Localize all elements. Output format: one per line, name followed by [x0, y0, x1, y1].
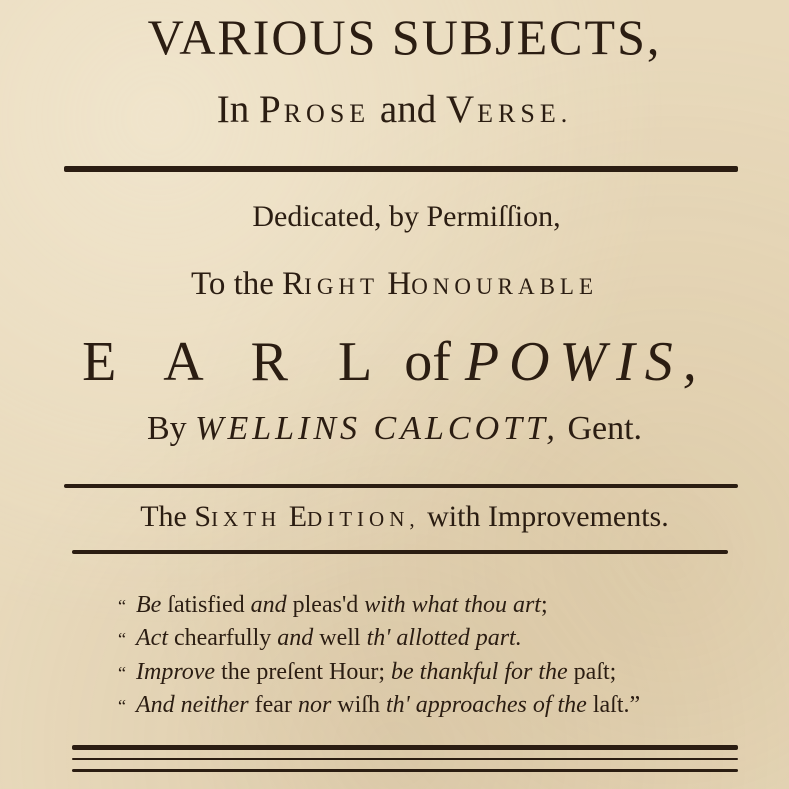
verse-line-3-text	[136, 659, 616, 685]
earl-line	[0, 330, 789, 394]
verse-line-2-text	[136, 625, 522, 651]
verse-line-4	[118, 692, 758, 719]
dedicatee-honourable-rest: ONOURABLE	[411, 274, 599, 299]
subtitle-in: In	[216, 88, 250, 131]
verse-quote-mark: “	[118, 629, 126, 649]
edition-sixth-rest: IXTH	[211, 507, 282, 531]
subtitle-verse-rest: ERSE.	[477, 99, 573, 128]
dedicatee-right	[282, 266, 379, 302]
verse-segment: the preſent Hour;	[215, 659, 392, 685]
verse-segment: and	[277, 625, 314, 651]
subtitle-verse-initial: V	[445, 88, 478, 131]
divider-rule	[72, 745, 738, 750]
verse-segment: nor	[297, 692, 332, 718]
edition-edition-initial: E	[288, 500, 308, 533]
subtitle-prose-rest: ROSE	[283, 99, 371, 128]
verse-segment: with what thou art	[364, 592, 541, 618]
earl-powis: POWIS,	[464, 331, 707, 393]
verse-segment: and	[250, 592, 287, 618]
edition-sixth-initial: S	[194, 500, 212, 533]
dedicatee-to-the: To the	[190, 266, 274, 302]
divider-rule	[72, 769, 738, 772]
author-line	[0, 410, 789, 448]
verse-segment: well	[313, 625, 367, 651]
verse-quote-mark: “	[118, 596, 126, 616]
verse-line-2	[118, 625, 758, 652]
edition-edition	[289, 500, 420, 533]
author-gent: Gent.	[567, 410, 643, 447]
verse-segment: pleas'd	[286, 592, 365, 618]
verse-line-1	[118, 592, 758, 619]
main-title	[0, 8, 789, 66]
edition-the: The	[140, 500, 187, 533]
subtitle-verse	[446, 88, 572, 131]
edition-edition-rest: DITION,	[307, 507, 420, 531]
earl-text: E A R L	[82, 331, 391, 393]
verse-segment: And neither	[136, 692, 249, 718]
verse-quote-mark: “	[118, 696, 126, 716]
dedicatee-right-rest: IGHT	[304, 274, 380, 299]
dedication-line	[0, 200, 789, 234]
verse-segment: Be	[136, 592, 162, 618]
verse-line-3	[118, 659, 758, 686]
dedicatee-line	[0, 266, 789, 303]
edition-line	[0, 500, 789, 534]
verse-segment: wiſh	[331, 692, 386, 718]
subtitle-and: and	[379, 88, 437, 131]
divider-rule	[72, 758, 738, 760]
dedicatee-honourable	[387, 266, 598, 302]
main-title-text: VARIOUS SUBJECTS,	[147, 9, 662, 65]
verse-segment: ;	[540, 592, 548, 618]
verse-segment: th' allotted part.	[366, 625, 522, 651]
divider-rule	[64, 484, 738, 488]
edition-sixth	[194, 500, 281, 533]
verse-quote-mark: “	[118, 663, 126, 683]
edition-improvements: with Improvements.	[427, 500, 669, 533]
earl-of: of	[404, 331, 451, 393]
subtitle-prose	[259, 88, 370, 131]
subtitle	[0, 87, 789, 132]
dedicatee-honourable-initial: H	[387, 266, 412, 302]
verse-line-4-text	[136, 692, 640, 718]
divider-rule	[72, 550, 728, 554]
verse-segment: Improve	[136, 659, 216, 685]
verse-segment: th' approaches of the	[385, 692, 587, 718]
author-by: By	[146, 410, 187, 447]
verse-segment: Act	[136, 625, 168, 651]
author-name: WELLINS CALCOTT,	[195, 410, 559, 447]
dedication-text: Dedicated, by Permiſſion,	[252, 200, 561, 233]
verse-line-1-text	[136, 592, 548, 618]
verse-segment: chearfully	[167, 625, 278, 651]
verse-segment: ſatisfied	[161, 592, 251, 618]
divider-rule	[64, 166, 738, 172]
verse-segment: laſt.”	[586, 692, 641, 718]
verse-segment: be thankful for the	[391, 659, 568, 685]
verse-segment: paſt;	[567, 659, 617, 685]
verse-segment: fear	[248, 692, 298, 718]
dedicatee-right-initial: R	[282, 266, 305, 302]
subtitle-prose-initial: P	[259, 88, 284, 131]
